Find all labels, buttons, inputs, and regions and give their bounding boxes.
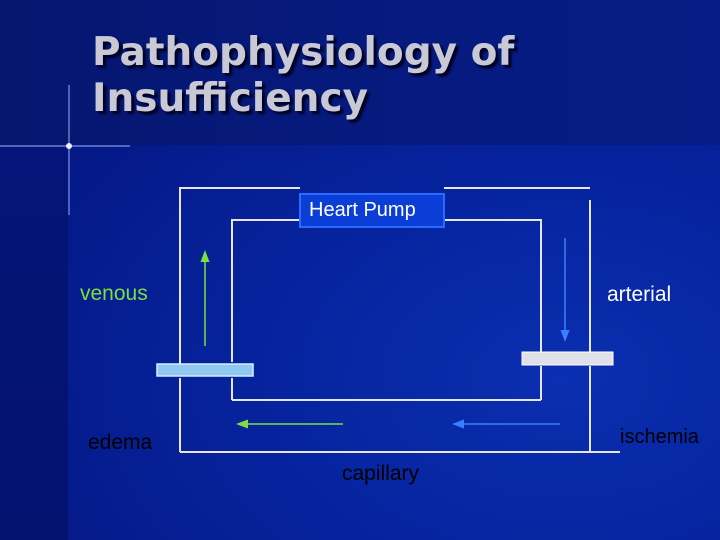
arterial-valve	[522, 352, 613, 365]
ischemia-label: ischemia	[620, 426, 699, 448]
capillary-label: capillary	[342, 462, 420, 485]
heart-pump-label: Heart Pump	[309, 199, 416, 221]
venous-label: venous	[80, 282, 148, 305]
title-line-2: Insufficiency	[92, 76, 368, 121]
venous-valve	[157, 364, 253, 376]
arterial-label: arterial	[607, 283, 672, 306]
title-line-1: Pathophysiology of	[92, 30, 515, 75]
inner-circuit	[232, 220, 541, 400]
edema-label: edema	[88, 431, 153, 454]
